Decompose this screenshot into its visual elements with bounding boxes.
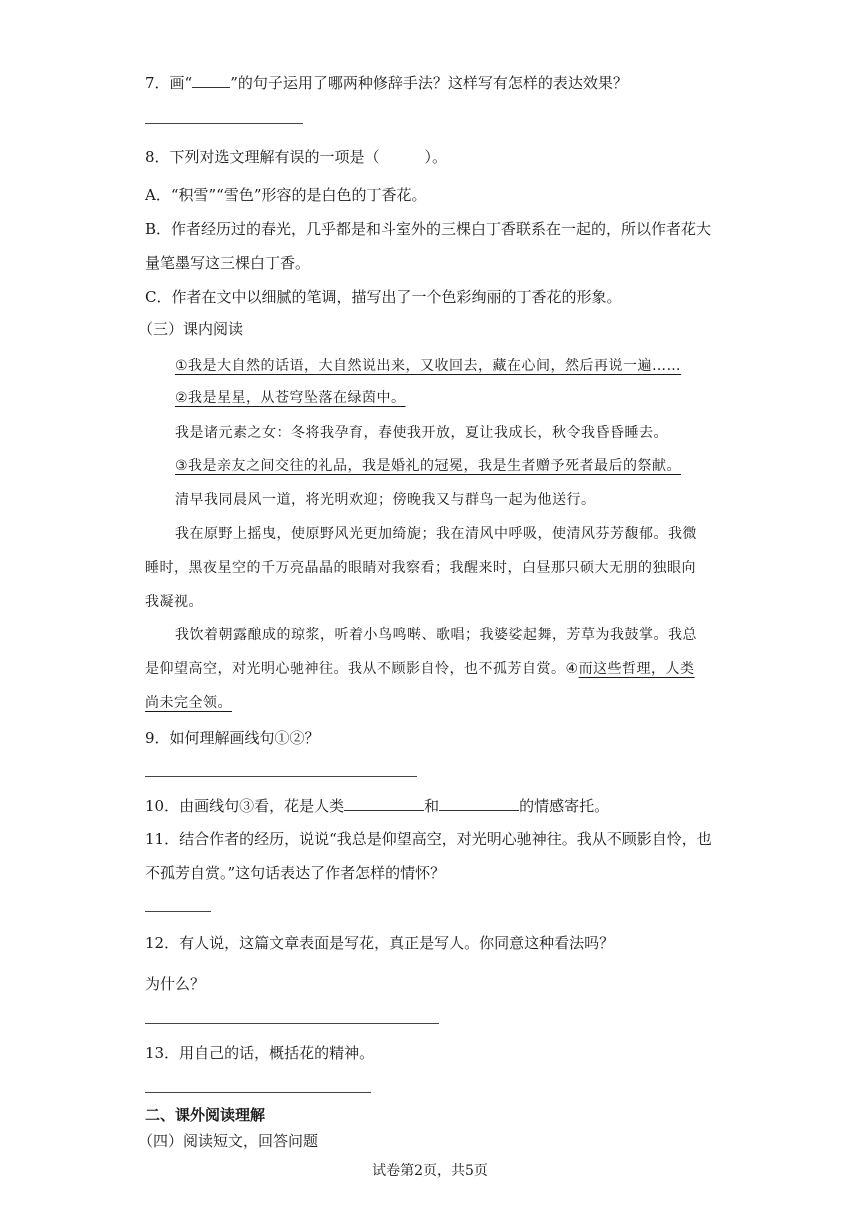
passage-sentence-4-part1: 而这些哲理，人类 <box>578 661 695 677</box>
question-11-line2: 不孤芳自赏。”这句话表达了作者怎样的情怀？ <box>145 864 446 882</box>
passage-sentence-4-part2: 尚未完全领。 <box>145 695 232 711</box>
q10-blank-1[interactable] <box>344 796 424 811</box>
passage-paragraph-7-line1: 我饮着朝露酿成的琼浆，听着小鸟鸣啭、歌唱；我婆娑起舞，芳草为我鼓掌。我总 <box>175 627 697 643</box>
q10-text-a: 10．由画线句③看，花是人类 <box>145 797 345 815</box>
q10-text-b: 和 <box>424 797 440 815</box>
q7-text-end: ”的句子运用了哪两种修辞手法？这样写有怎样的表达效果？ <box>230 74 628 92</box>
passage-paragraph-7-line2 <box>145 658 695 680</box>
section-3-title: （三）课内阅读 <box>138 320 244 338</box>
q10-blank-2[interactable] <box>439 796 519 811</box>
passage-paragraph-5: 清早我同晨风一道，将光明欢迎；傍晚我又与群鸟一起为他送行。 <box>175 492 596 508</box>
question-11-line1: 11．结合作者的经历，说说“我总是仰望高空，对光明心驰神往。我从不顾影自怜，也 <box>145 830 712 848</box>
question-13: 13．用自己的话，概括花的精神。 <box>145 1044 375 1062</box>
q7-answer-line[interactable] <box>145 123 303 124</box>
question-12-line1: 12．有人说，这篇文章表面是写花，真正是写人。你同意这种看法吗？ <box>145 934 615 952</box>
q8-option-c: C．作者在文中以细腻的笔调，描写出了一个色彩绚丽的丁香花的形象。 <box>145 288 622 306</box>
q10-text-c: 的情感寄托。 <box>519 797 610 815</box>
q8-option-b-line2: 量笔墨写这三棵白丁香。 <box>145 254 311 272</box>
q8-option-b-line1: B．作者经历过的春光，几乎都是和斗室外的三棵白丁香联系在一起的，所以作者花大 <box>145 220 712 238</box>
passage-paragraph-6-line3: 我凝视。 <box>145 594 203 610</box>
passage-sentence-3: ③我是亲友之间交往的礼品，我是婚礼的冠冕，我是生者赠予死者最后的祭献。 <box>175 458 682 474</box>
section-4-title: （四）阅读短文，回答问题 <box>138 1132 319 1150</box>
passage-sentence-1: ①我是大自然的话语，大自然说出来，又收回去，藏在心间，然后再说一遍…… <box>175 358 682 374</box>
passage-paragraph-6-line2: 睡时，黑夜星空的千万亮晶晶的眼睛对我察看；我醒来时，白昼那只硕大无朋的独眼向 <box>145 560 696 576</box>
question-12-line2: 为什么？ <box>145 975 206 993</box>
question-9: 9．如何理解画线句①②？ <box>145 729 320 747</box>
page-footer: 试卷第2页，共5页 <box>372 1163 488 1179</box>
passage-sentence-2: ②我是星星，从苍穹坠落在绿茵中。 <box>175 390 406 406</box>
question-10 <box>145 795 609 817</box>
part-2-title: 二、课外阅读理解 <box>145 1106 266 1124</box>
passage-p7-line2-text: 是仰望高空，对光明心驰神往。我从不顾影自怜，也不孤芳自赏。④ <box>145 661 579 677</box>
q7-text-start: 7．画“ <box>145 74 193 92</box>
question-7 <box>145 72 628 94</box>
q8-stem: 8．下列对选文理解有误的一项是（ ）。 <box>145 148 448 166</box>
q11-answer-line[interactable] <box>145 911 211 912</box>
passage-paragraph-3: 我是诸元素之女：冬将我孕育，春使我开放，夏让我成长，秋令我昏昏睡去。 <box>175 425 668 441</box>
q12-answer-line[interactable] <box>145 1023 439 1024</box>
q9-answer-line[interactable] <box>145 776 417 777</box>
q7-inline-blank[interactable] <box>192 73 230 88</box>
q13-answer-line[interactable] <box>145 1092 371 1093</box>
q8-option-a: A．“积雪”“雪色”形容的是白色的丁香花。 <box>145 186 427 204</box>
passage-paragraph-6-line1: 我在原野上摇曳，使原野风光更加绮旎；我在清风中呼吸，使清风芬芳馥郁。我微 <box>175 526 697 542</box>
